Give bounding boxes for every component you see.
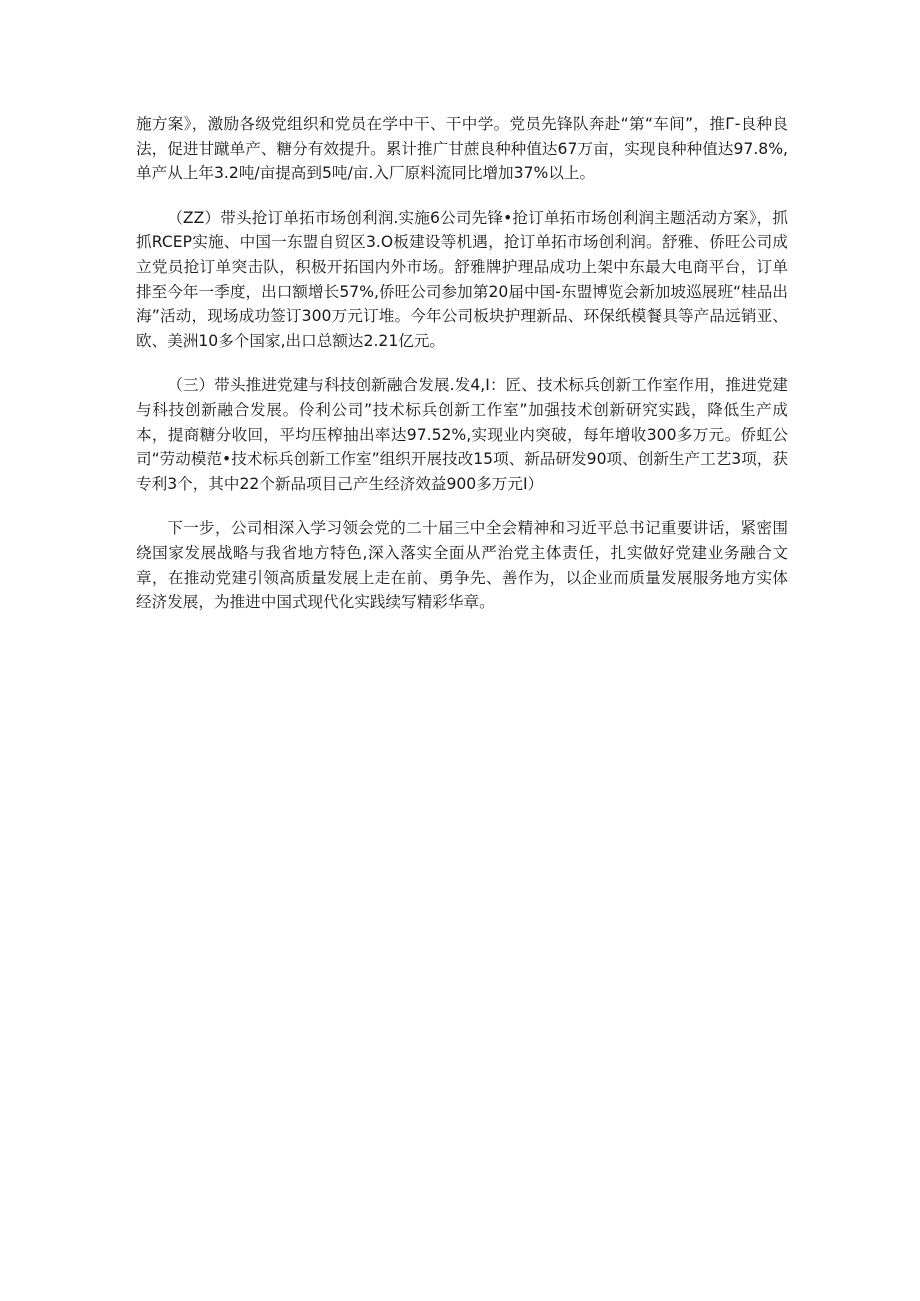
paragraph-continuation: 施方案》，激励各级党组织和党员在学中干、干中学。党员先锋队奔赴“第“车间”，推Г-良种良法，促进甘蹴单产、糖分有效提升。累计推广甘蔗良种种值达67万亩，实现良种种值达97.8%,单产从上年3.2吨/亩提高到5吨/亩.入厂原料流同比增加37%以上。	[136, 115, 788, 183]
document-body	[136, 112, 788, 635]
paragraph-section-three: （三）带头推进党建与科技创新融合发展.发4,I：匠、技术标兵创新工作室作用，推进党建与科技创新融合发展。伶利公司”技术标兵创新工作室”加强技术创新研究实践，降低生产成本，提商糖分收回，平均压榨抽出率达97.52%,实现业内突破，每年增收300多万元。侨虹公司“劳动模范•技术标兵创新工作室”组织开展技改15项、新品研发90项、创新生产工艺3项，获专利3个，其中22个新品项目己产生经济效益900多万元I）	[136, 376, 788, 493]
paragraph-next-steps: 下一步，公司相深入学习领会党的二十届三中全会精神和习近平总书记重要讲话，紧密围绕国家发展战略与我省地方特色,深入落实全面从严治党主体责任，扎实做好党建业务融合文章，在推动党建引领高质量发展上走在前、勇争先、善作为，以企业而质量发展服务地方实体经济发展，为推进中国式现代化实践续写精彩华章。	[136, 519, 788, 612]
paragraph-section-two: （ZZ）带头抢订单拓市场创利润.实施6公司先锋•抢订单拓市场创利润主题活动方案》，抓抓RCEP实施、中国一东盟自贸区3.O板建设等机遇，抢订单拓市场创利润。舒雅、侨旺公司成立党员抢订单突击队，积极开拓国内外市场。舒雅牌护理品成功上架中东最大电商平台，订单排至今年一季度，出口额增长57%,侨旺公司参加第20届中国-东盟博览会新加坡巡展班“桂品出海”活动，现场成功签订300万元订堆。今年公司板块护理新品、环保纸模餐具等产品远销亚、欧、美洲10多个国家,出口总额达2.21亿元。	[136, 208, 788, 350]
